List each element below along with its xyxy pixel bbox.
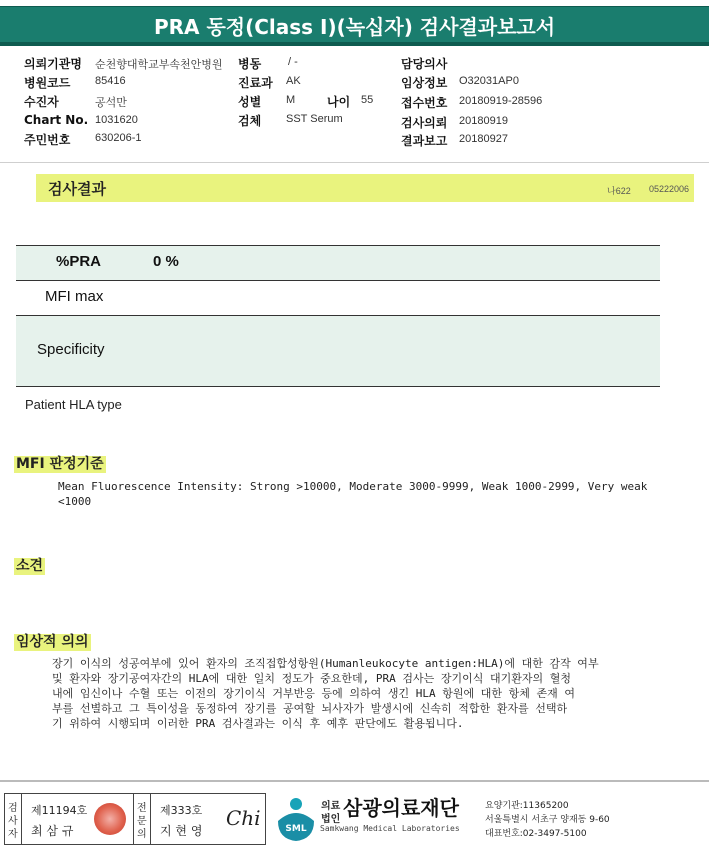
examiner-label-char: 사 [8,816,18,827]
value-chart-no: 1031620 [95,114,138,126]
value-patient: 공석만 [95,97,127,109]
clinical-line: 장기 이식의 성공여부에 있어 환자의 조직접합성항원(Humanleukocyte antigen:HLA)에 대한 감작 여부 [52,657,599,670]
value-institution: 순천향대학교부속천안병원 [95,59,223,71]
examiner-label-char: 검 [8,803,18,814]
label-age: 나이 [327,95,351,109]
logo-dot [290,798,302,810]
footer-divider [0,780,709,782]
clinical-heading: 임상적 의의 [16,634,89,650]
mfi-criteria-line: <1000 [58,495,92,508]
label-ward: 병동 [238,57,262,71]
value-hospital-code: 85416 [95,75,126,87]
examiner-name: 최 삼 규 [31,824,74,838]
specialist-name: 지 현 영 [160,824,203,838]
pra-row [16,245,660,280]
label-chart-no: Chart No. [24,113,89,127]
specialist-label-char: 전 [137,803,147,814]
result-code-left: 나622 [607,186,631,196]
value-clinical-info: O32031AP0 [459,75,519,87]
mfi-criteria-heading: MFI 판정기준 [16,456,104,472]
pra-label: %PRA [56,253,102,270]
box-divider [21,793,22,845]
value-ward: / - [288,56,298,68]
value-specimen: SST Serum [286,113,343,125]
value-report-date: 20180927 [459,133,508,145]
mfi-max-label: MFI max [45,288,104,305]
label-receipt-no: 접수번호 [401,96,448,110]
row-line [16,280,660,281]
mfi-criteria-line: Mean Fluorescence Intensity: Strong >10000, Moderate 3000-9999, Weak 1000-2999, Very weak [58,480,648,493]
label-hospital-code: 병원코드 [24,76,71,90]
seal-stamp-icon [94,803,126,835]
value-request-date: 20180919 [459,115,508,127]
org-address: 서울특별시 서초구 양재동 9-60 [485,815,610,825]
findings-heading: 소견 [16,558,44,574]
label-request-date: 검사의뢰 [401,116,448,130]
org-name: 삼광의료재단 [343,796,459,820]
value-dept: AK [286,75,301,87]
label-doctor: 담당의사 [401,57,448,71]
specialist-license-no: 제333호 [160,804,203,817]
patient-hla-label: Patient HLA type [25,397,122,412]
examiner-label-char: 자 [8,829,18,840]
value-age: 55 [361,94,374,106]
clinical-line: 부를 선별하고 그 특이성을 동정하여 장기를 공여할 뇌사자가 발생시에 신속히 적합한 환자를 선택하 [52,702,568,715]
org-english-name: Samkwang Medical Laboratories [320,824,460,833]
label-report-date: 결과보고 [401,134,448,148]
row-line [16,245,660,246]
label-sex: 성별 [238,95,262,109]
signature: Chi [226,806,261,830]
row-line [16,386,660,387]
clinical-line: 기 위하여 시행되며 이러한 PRA 검사결과는 이식 후 예후 판단에도 활용됩니다. [52,717,464,730]
box-divider [150,793,151,845]
label-patient: 수진자 [24,95,59,109]
label-specimen: 검체 [238,114,262,128]
header-divider [0,162,709,163]
specialist-label-char: 의 [137,829,147,840]
label-dept: 진료과 [238,76,273,90]
specificity-row [16,316,660,386]
value-receipt-no: 20180919-28596 [459,95,543,107]
corp-label: 의료 [321,801,341,812]
value-sex: M [286,94,296,106]
org-phone: 대표번호:02-3497-5100 [485,829,587,839]
sml-logo-icon [272,795,320,843]
logo-text: SML [285,824,307,834]
pra-value: 0 % [153,253,179,270]
corp-label: 법인 [321,814,341,825]
label-institution: 의뢰기관명 [24,57,82,71]
specificity-label: Specificity [37,341,105,358]
report-title: PRA 동정(Class I)(녹십자) 검사결과보고서 [0,6,709,46]
clinical-line: 내에 임신이나 수혈 또는 이전의 장기이식 거부반응 등에 의하여 생긴 HLA 항원에 대한 항체 존재 여 [52,687,575,700]
examiner-license-no: 제11194호 [31,804,88,817]
label-resident-no: 주민번호 [24,133,71,147]
result-code-right: 05222006 [649,184,690,194]
org-code: 요양기관:11365200 [485,801,569,811]
results-heading: 검사결과 [48,180,106,198]
specialist-label-char: 문 [137,816,147,827]
clinical-line: 및 환자와 장기공여자간의 HLA에 대한 일치 정도가 중요한데, PRA 검사는 장기이식 대기환자의 혈청 [52,672,571,685]
results-heading-bar [36,174,694,202]
label-clinical-info: 임상정보 [401,76,448,90]
box-divider [133,793,134,845]
value-resident-no: 630206-1 [95,132,142,144]
